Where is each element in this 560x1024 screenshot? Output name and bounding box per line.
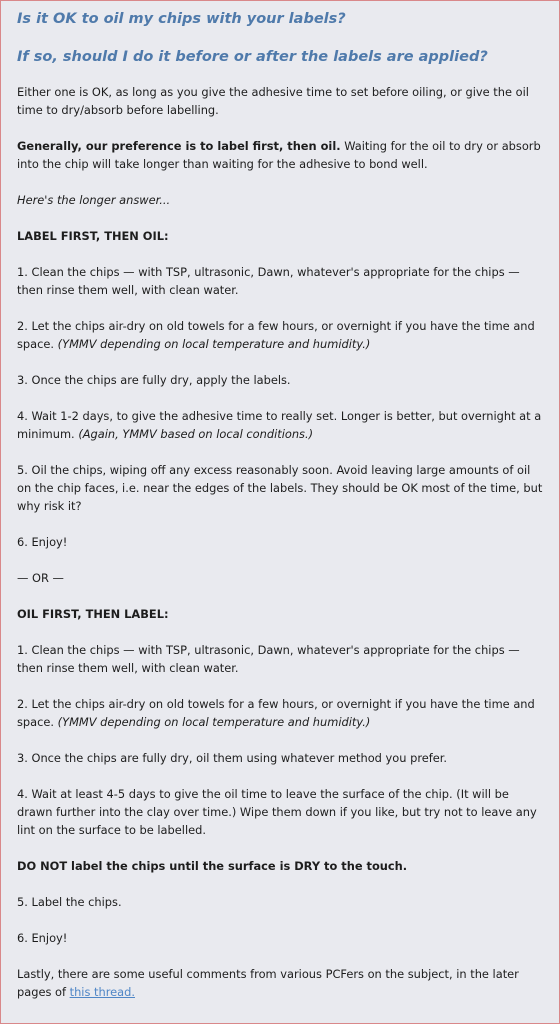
preference-bold-text: Generally, our preference is to label first, then oil.: [17, 139, 341, 153]
preference-paragraph: [17, 137, 543, 173]
faq-content: [1, 1, 559, 1001]
oil-first-warning: DO NOT label the chips until the surface is DRY to the touch.: [17, 859, 408, 873]
label-first-step-2-note: (YMMV depending on local temperature and humidity.): [57, 337, 371, 351]
oil-first-title: OIL FIRST, THEN LABEL:: [17, 607, 169, 621]
label-first-step-5: 5. Oil the chips, wiping off any excess reasonably soon. Avoid leaving large amounts of oil on the chip faces, i.e. near the edges of the labels. They should be OK most of the time, but why risk it?: [17, 463, 543, 513]
thread-link[interactable]: this thread.: [69, 985, 135, 999]
label-first-step-4-text: 4. Wait 1-2 days, to give the adhesive time to really set. Longer is better, but overnight at a minimum.: [17, 409, 542, 441]
label-first-step-3: 3. Once the chips are fully dry, apply the labels.: [17, 373, 291, 387]
oil-first-step-5: 5. Label the chips.: [17, 895, 122, 909]
oil-first-step-3: 3. Once the chips are fully dry, oil them using whatever method you prefer.: [17, 751, 448, 765]
oil-first-step-1: 1. Clean the chips — with TSP, ultrasonic, Dawn, whatever's appropriate for the chips — then rinse them well, with clean water.: [17, 643, 520, 675]
intro-paragraph: Either one is OK, as long as you give the adhesive time to set before oiling, or give the oil time to dry/absorb before labelling.: [17, 85, 529, 117]
label-first-step-2: [17, 317, 543, 353]
label-first-step-4-note: (Again, YMMV based on local conditions.): [78, 427, 314, 441]
longer-answer-text: Here's the longer answer...: [17, 193, 171, 207]
label-first-title: LABEL FIRST, THEN OIL:: [17, 229, 169, 243]
closing-paragraph: [17, 965, 543, 1001]
label-first-step-4: [17, 407, 543, 443]
label-first-step-2-text: 2. Let the chips air-dry on old towels for a few hours, or overnight if you have the time and space.: [17, 319, 535, 351]
oil-first-step-6: 6. Enjoy!: [17, 931, 68, 945]
faq-question-heading: Is it OK to oil my chips with your labels?: [17, 11, 346, 27]
label-first-step-1: 1. Clean the chips — with TSP, ultrasonic, Dawn, whatever's appropriate for the chips — then rinse them well, with clean water.: [17, 265, 520, 297]
oil-first-step-4: 4. Wait at least 4-5 days to give the oil time to leave the surface of the chip. (It will be drawn further into the clay over time.) Wipe them down if you like, but try not to leave any lint on the surface to be labelled.: [17, 787, 537, 837]
oil-first-step-2-text: 2. Let the chips air-dry on old towels for a few hours, or overnight if you have the time and space.: [17, 697, 535, 729]
label-first-step-6: 6. Enjoy!: [17, 535, 68, 549]
oil-first-step-2-note: (YMMV depending on local temperature and humidity.): [57, 715, 371, 729]
or-divider: — OR —: [17, 571, 64, 585]
faq-subquestion-heading: If so, should I do it before or after the labels are applied?: [17, 49, 488, 65]
oil-first-step-2: [17, 695, 543, 731]
closing-text: Lastly, there are some useful comments from various PCFers on the subject, in the later pages of: [17, 967, 519, 999]
preference-text: Waiting for the oil to dry or absorb into the chip will take longer than waiting for the adhesive to bond well.: [17, 139, 541, 171]
